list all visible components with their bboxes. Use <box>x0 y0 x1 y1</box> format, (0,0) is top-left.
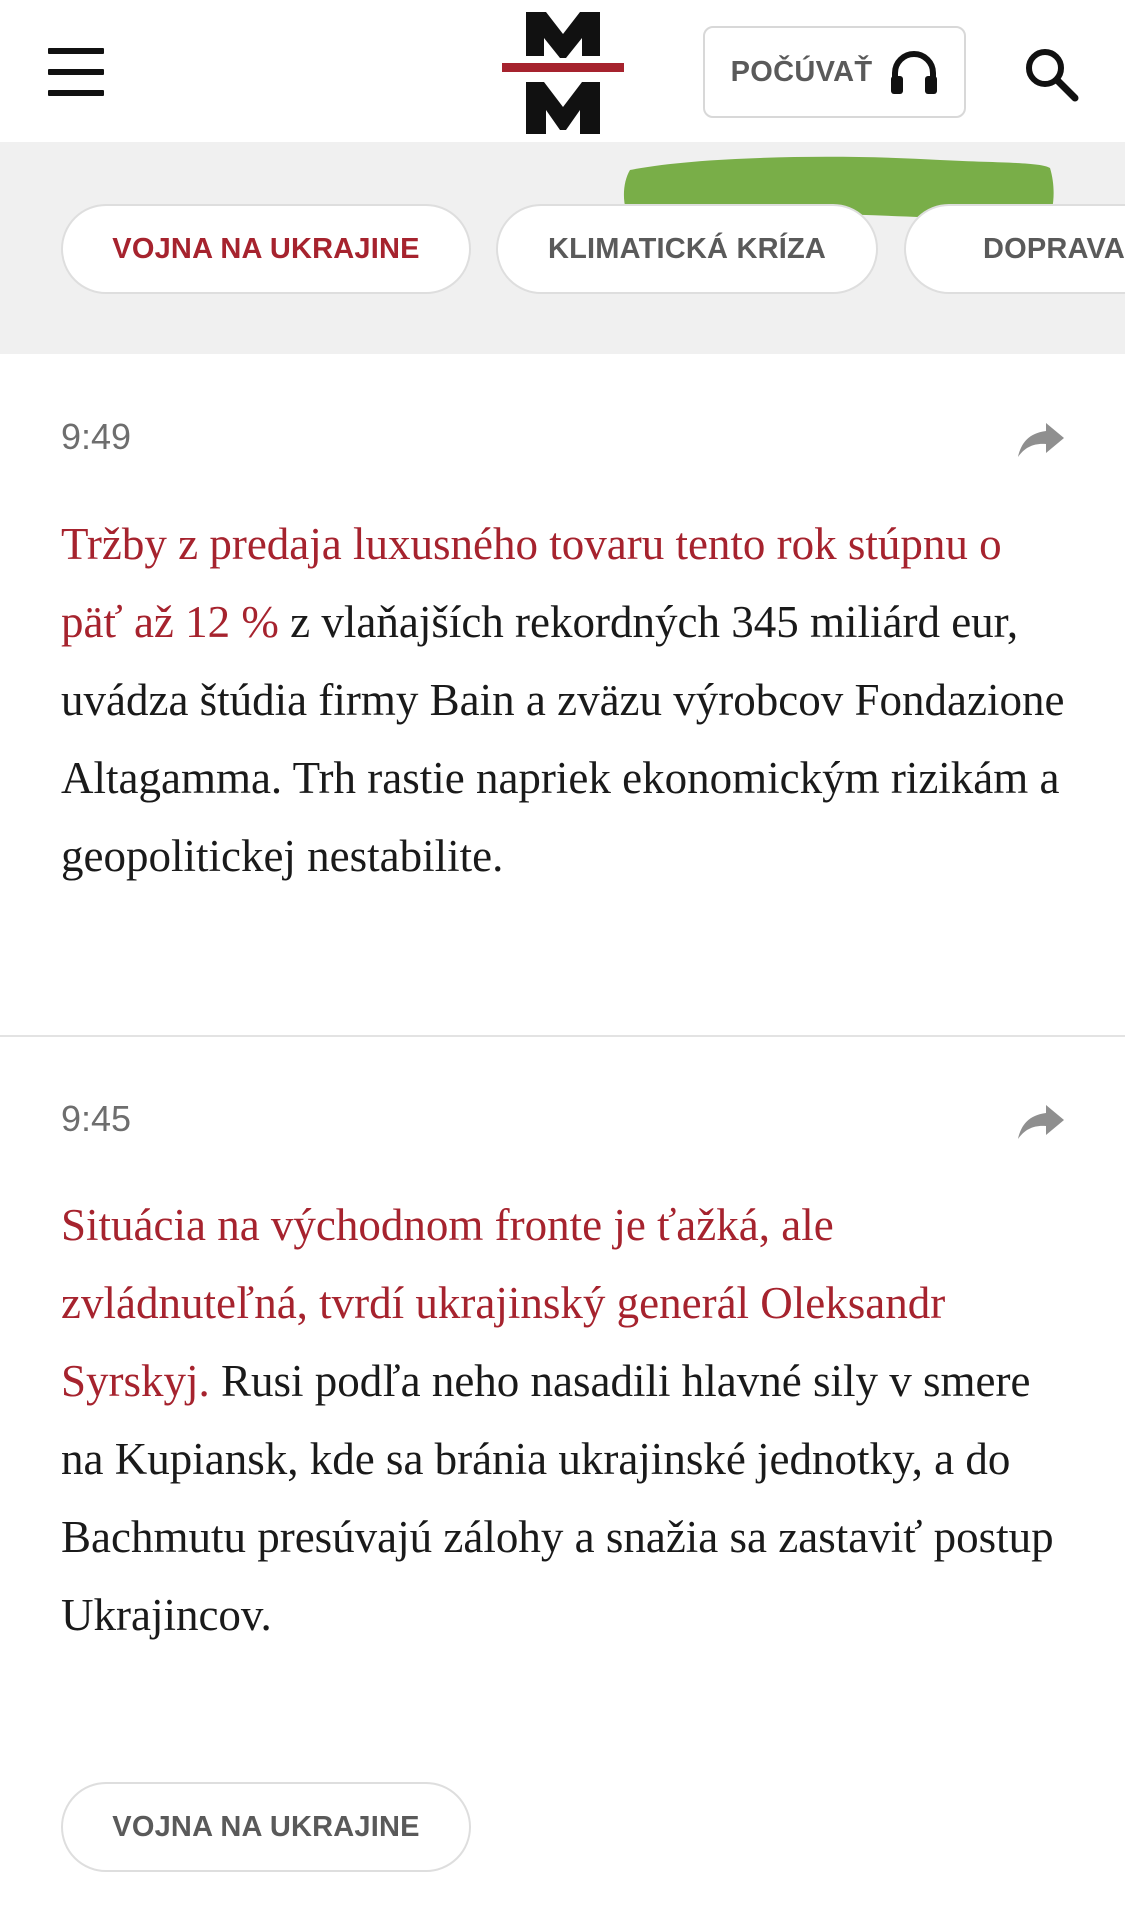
listen-button-label: POČÚVAŤ <box>730 55 873 88</box>
topics-bar <box>0 142 1125 354</box>
topic-chip-doprava[interactable]: DOPRAVA <box>904 204 1125 294</box>
search-icon[interactable] <box>1023 46 1079 102</box>
post-body <box>61 505 1071 895</box>
post-text: Rusi podľa neho nasadili hlavné sily v smere na Kupiansk, kde sa bránia ukrajinské jednotky, a do Bachmutu presúvajú zálohy a snažia sa zastaviť postup Ukrajincov. <box>61 1356 1054 1640</box>
hamburger-menu-icon[interactable] <box>48 48 104 96</box>
post-lead-link[interactable]: Situácia na východnom fronte je ťažká, ale zvládnuteľná, tvrdí ukrajinský generál Oleksandr Syrskyj. <box>61 1200 946 1406</box>
site-header <box>0 0 1125 142</box>
post-lead-link[interactable]: Tržby z predaja luxusného tovaru tento rok stúpnu o päť až 12 % <box>61 519 1002 647</box>
post-body <box>61 1186 1071 1654</box>
topic-chip-vojna-na-ukrajine[interactable]: VOJNA NA UKRAJINE <box>61 204 471 294</box>
topic-chip-klimaticka-kriza[interactable]: KLIMATICKÁ KRÍZA <box>496 204 878 294</box>
post-time: 9:45 <box>61 1098 132 1139</box>
post-time: 9:49 <box>61 416 132 457</box>
headphones-icon <box>890 49 938 95</box>
share-icon[interactable] <box>1016 420 1066 460</box>
share-icon[interactable] <box>1016 1102 1066 1142</box>
post-text: z vlaňajších rekordných 345 miliárd eur, uvádza štúdia firmy Bain a zväzu výrobcov Fondazione Altagamma. Trh rastie napriek ekonomickým rizikám a geopolitickej nestabilite. <box>61 597 1065 881</box>
post-tag-chip[interactable]: VOJNA NA UKRAJINE <box>61 1782 471 1872</box>
denník-n-logo[interactable] <box>502 12 624 134</box>
listen-button[interactable] <box>703 26 966 118</box>
post-divider <box>0 1035 1125 1037</box>
